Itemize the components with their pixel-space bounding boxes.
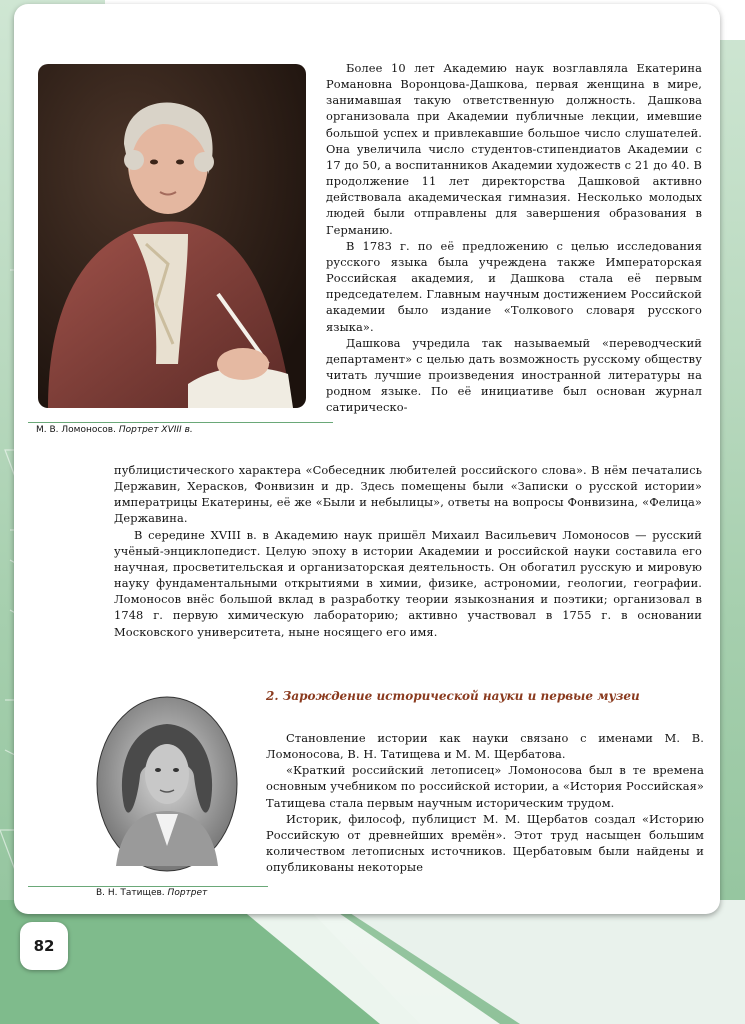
diagonal-stripe-decoration: [0, 900, 745, 1024]
lomonosov-caption: [36, 425, 193, 435]
page-number: 82: [20, 922, 68, 970]
caption-rule: [28, 422, 333, 423]
paragraph: Становление истории как науки связано с именами М. В. Ломоносова, В. Н. Татищева и М. М. Щербатова.: [266, 731, 704, 762]
paragraph: Более 10 лет Академию наук возглавляла Екатерина Романовна Воронцова-Дашкова, первая женщина в мире, занимавшая такую ответственную должность. Дашкова организовала при Академии публичные лекции, имевшие большой успех и привлекавшие большое число слушателей. Она увеличила число студентов-стипендиатов Академии с 17 до 50, а воспитанников Академии художеств с 21 до 40. В продолжение 11 лет директорства Дашковой активно действовала академическая гимназия. Несколько молодых людей были отправлены для завершения образования в Германию.: [326, 61, 702, 237]
tatishchev-portrait: [96, 696, 238, 872]
text-column-bottom: [266, 730, 704, 875]
caption-name: М. В. Ломоносов.: [36, 425, 116, 435]
caption-desc: Портрет: [167, 888, 208, 898]
paragraph: В середине XVIII в. в Академию наук пришёл Михаил Васильевич Ломоносов — русский учёный-энциклопедист. Целую эпоху в истории Академии и российской науки составила его научная, просветительская и организаторская деятельность. Он обогатил русскую и мировую науку фундаментальными открытиями в химии, физике, астрономии, геологии, географии. Ломоносов внёс большой вклад в разработку теории языкознания и поэтики; организовал в 1748 г. первую химическую лабораторию; активно участвовал в 1755 г. в основании Московского университета, ныне носящего его имя.: [114, 527, 702, 639]
text-column-top: [326, 60, 702, 415]
paragraph: «Краткий российский летописец» Ломоносова был в те времена основным учебником по российской истории, а «История Российская» Татищева стала первым научным историческим трудом.: [266, 763, 704, 810]
paragraph: Историк, философ, публицист М. М. Щербатов создал «Историю Российскую от древнейших времён». Этот труд насыщен большим количеством летописных источников. Щербатовым были найдены и опубликованы некоторые: [266, 811, 704, 875]
paragraph: Дашкова учредила так называемый «переводческий департамент» с целью дать возможность русскому обществу читать лучшие произведения иностранной литературы на родном языке. По её инициативе был основан журнал сатирическо-: [326, 335, 702, 415]
lomonosov-portrait: [38, 64, 306, 408]
caption-rule: [28, 886, 268, 887]
tatishchev-caption: [96, 888, 207, 898]
caption-name: В. Н. Татищев.: [96, 888, 165, 898]
section-heading: 2. Зарождение исторической науки и первые музеи: [266, 689, 640, 703]
paragraph: В 1783 г. по её предложению с целью исследования русского языка была учреждена также Императорская Российская академия, и Дашкова стала её первым председателем. Главным научным достижением Российской академии было издание «Толкового словаря русского языка».: [326, 238, 702, 334]
text-column-wide: [114, 462, 702, 640]
paragraph: публицистического характера «Собеседник любителей российского слова». В нём печатались Державин, Херасков, Фонвизин и др. Здесь помещены были «Записки о русской истории» императрицы Екатерины, её же «Были и небылицы», ответы на вопросы Фонвизина, «Фелица» Державина.: [114, 463, 702, 526]
caption-desc: Портрет XVIII в.: [118, 425, 193, 435]
